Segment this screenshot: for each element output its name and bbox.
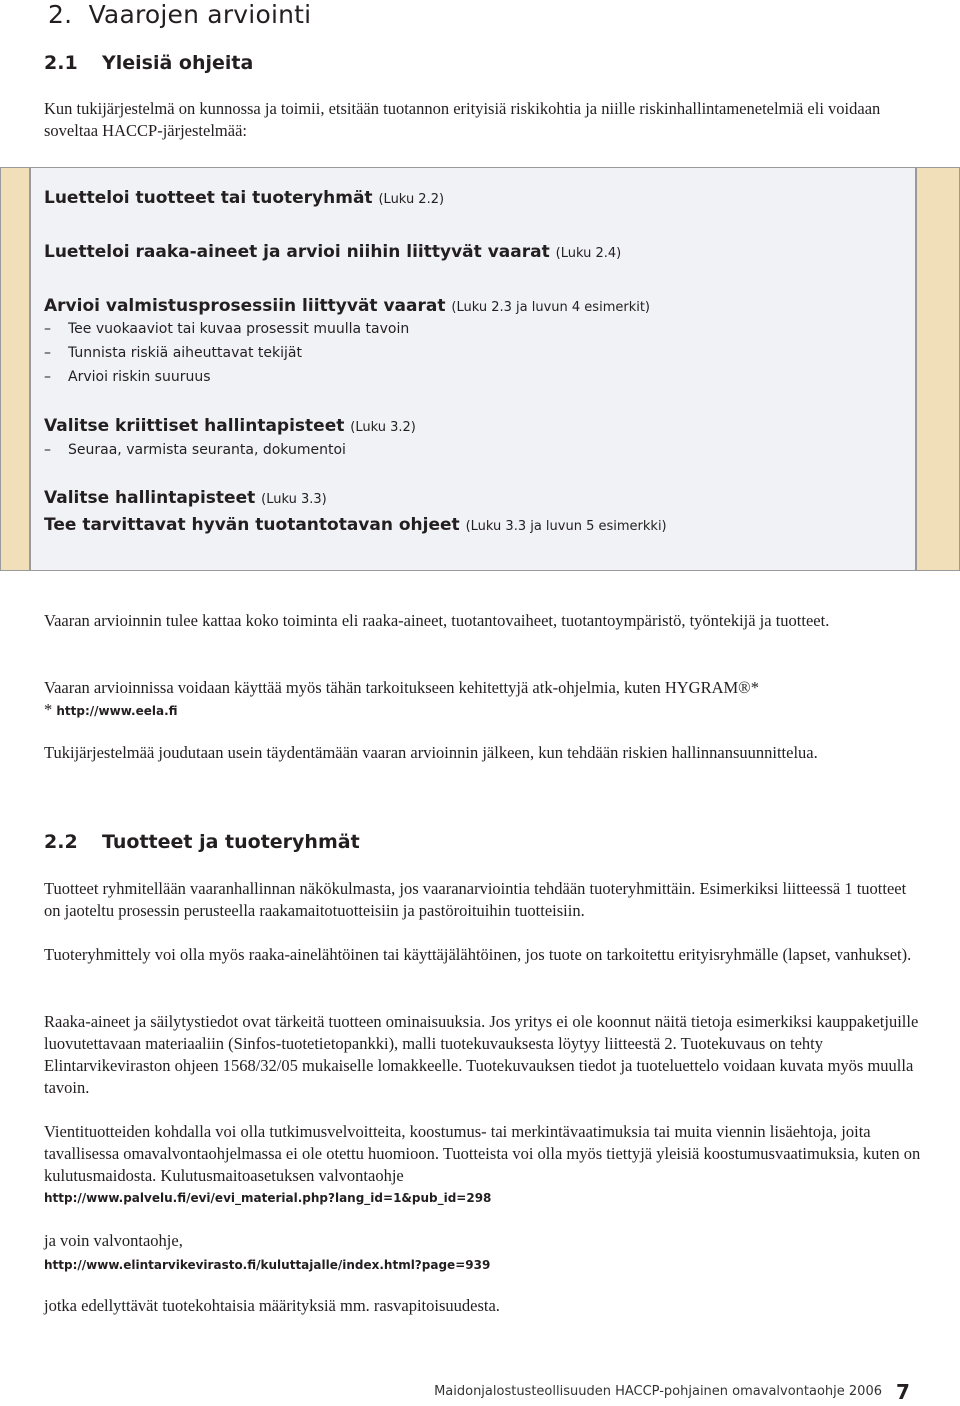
step-list-products (44, 188, 444, 208)
chapter-number: 2. (48, 0, 73, 29)
chapter-heading (48, 0, 311, 29)
step-text: Valitse hallintapisteet (44, 488, 256, 508)
step-ref: (Luku 2.4) (555, 246, 622, 261)
step-text: Luetteloi tuotteet tai tuoteryhmät (44, 188, 373, 208)
paragraph-software: Vaaran arvioinnissa voidaan käyttää myös tähän tarkoitukseen kehitettyjä atk-ohjelmia, kuten HYGRAM®* (44, 678, 759, 697)
steps-panel (30, 167, 916, 571)
section-number: 2.1 (44, 52, 78, 74)
paragraph-scope: Vaaran arvioinnin tulee kattaa koko toiminta eli raaka-aineet, tuotantovaiheet, tuotantoympäristö, työntekijä ja tuotteet. (44, 611, 830, 630)
dash: – (44, 442, 51, 458)
substep-flowcharts (44, 321, 409, 337)
step-gmp-instructions (44, 515, 667, 535)
elintarvikevirasto-link[interactable]: http://www.elintarvikevirasto.fi/kuluttajalle/index.html?page=939 (44, 1258, 491, 1272)
section-title: Yleisiä ohjeita (102, 52, 254, 74)
dash: – (44, 321, 51, 337)
paragraph-raw-materials: Raaka-aineet ja säilytystiedot ovat tärkeitä tuotteen ominaisuuksia. Jos yritys ei ole koonnut näitä tietoja esimerkiksi kauppaketjuille luovutettavaan materiaaliin (Sinfos-tuotetietopankki), malli tuotekuvauksesta löytyy liitteestä 2. Tuotekuvaus on tehty Elintarvikeviraston ohjeen 1568/32/05 mukaiselle lomakkeelle. Tuotekuvauksen tiedot ja tuoteluettelo voidaan kuvata myös muulla tavoin. (44, 1012, 919, 1097)
footnote-line (44, 699, 924, 722)
substep-text: Seuraa, varmista seuranta, dokumentoi (68, 442, 346, 458)
step-ref: (Luku 3.3) (261, 492, 327, 507)
intro-paragraph: Kun tukijärjestelmä on kunnossa ja toimii, etsitään tuotannon erityisiä riskikohtia ja niille riskinhallintamenetelmiä eli voidaan soveltaa HACCP-järjestelmää: (44, 99, 881, 140)
chapter-title: Vaarojen arviointi (88, 0, 312, 29)
substep-identify-risks (44, 345, 302, 361)
dash: – (44, 345, 51, 361)
paragraph-support-system: Tukijärjestelmää joudutaan usein täydentämään vaaran arvioinnin jälkeen, kun tehdään riskien hallinnansuunnittelua. (44, 743, 818, 762)
box-left-band (0, 167, 30, 571)
palvelu-link[interactable]: http://www.palvelu.fi/evi/evi_material.php?lang_id=1&pub_id=298 (44, 1191, 492, 1205)
step-ref: (Luku 3.2) (350, 420, 416, 435)
step-ref: (Luku 2.3 ja luvun 4 esimerkit) (451, 300, 651, 315)
section-heading-2-1 (44, 52, 253, 74)
step-text: Luetteloi raaka-aineet ja arvioi niihin liittyvät vaarat (44, 242, 550, 262)
step-text: Valitse kriittiset hallintapisteet (44, 416, 345, 436)
page-number: 7 (896, 1380, 910, 1404)
paragraph-requirements: jotka edellyttävät tuotekohtaisia määrityksiä mm. rasvapitoisuudesta. (44, 1296, 500, 1315)
substep-text: Tee vuokaaviot tai kuvaa prosessit muulla tavoin (68, 321, 410, 337)
eela-link[interactable]: http://www.eela.fi (56, 704, 178, 718)
step-assess-process (44, 296, 650, 316)
substep-assess-risk (44, 369, 211, 385)
step-text: Arvioi valmistusprosessiin liittyvät vaarat (44, 296, 446, 316)
dash: – (44, 369, 51, 385)
step-ref: (Luku 3.3 ja luvun 5 esimerkki) (465, 519, 667, 534)
paragraph-butter: ja voin valvontaohje, (44, 1231, 183, 1250)
section-title: Tuotteet ja tuoteryhmät (102, 831, 360, 853)
footer-title: Maidonjalostusteollisuuden HACCP-pohjainen omavalvontaohje 2006 (434, 1384, 882, 1399)
substep-text: Tunnista riskiä aiheuttavat tekijät (68, 345, 302, 361)
step-control-points (44, 488, 327, 508)
paragraph-raw-material-grouping: Tuoteryhmittely voi olla myös raaka-ainelähtöinen tai käyttäjälähtöinen, jos tuote on tarkoitettu erityisryhmälle (lapset, vanhukset). (44, 945, 912, 964)
section-number: 2.2 (44, 831, 78, 853)
box-right-band (916, 167, 960, 571)
url-line-2 (44, 1253, 924, 1276)
substep-monitor (44, 442, 346, 458)
url-line-1 (44, 1186, 924, 1209)
substep-text: Arvioi riskin suuruus (68, 369, 211, 385)
section-heading-2-2 (44, 831, 360, 853)
step-text: Tee tarvittavat hyvän tuotantotavan ohjeet (44, 515, 460, 535)
footnote-star: * (44, 700, 53, 719)
paragraph-grouping: Tuotteet ryhmitellään vaaranhallinnan näkökulmasta, jos vaaranarviointia tehdään tuoteryhmittäin. Esimerkiksi liitteessä 1 tuotteet on jaoteltu prosessin perusteella raakamaitotuotteisiin ja pastöroituihin tuotteisiin. (44, 879, 907, 920)
haccp-steps-box (0, 167, 960, 571)
step-critical-control-points (44, 416, 416, 436)
paragraph-export: Vientituotteiden kohdalla voi olla tutkimusvelvoitteita, koostumus- tai merkintävaatimuksia tai muita viennin lisäehtoja, joita tavallisessa omavalvontaohjelmassa ei ole otettu huomioon. Tuotteista voi olla myös tiettyjä yleisiä koostumusvaatimuksia, kuten on kulutusmaidosta. Kulutusmaitoasetuksen valvontaohje (44, 1122, 921, 1185)
step-list-raw-materials (44, 242, 621, 262)
step-ref: (Luku 2.2) (378, 192, 445, 207)
